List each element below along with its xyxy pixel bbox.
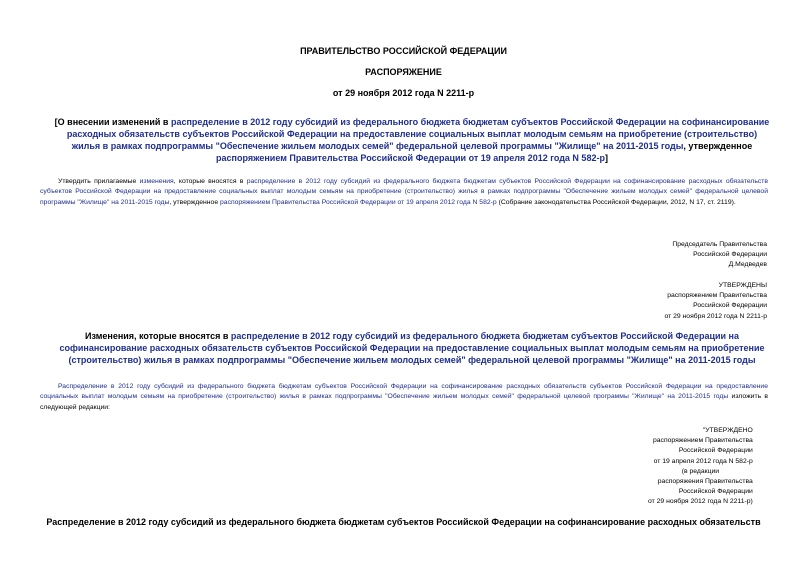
approval2-line: Российской Федерации [678,488,753,496]
changes-link-distribution[interactable]: Распределение в 2012 году субсидий из федерального бюджета бюджетам субъектов Российской Федерации на софинансирование расходных обязательств субъектов Российской Федерации на предоставление социальных выплат молодым семьям на приобретение (строительство) жилья в рамках подпрограммы "Обеспечение жильем молодых семей" федеральной целевой программы "Жилище" на 2011-2015 годы [40,383,768,401]
changes-paragraph [40,382,768,413]
intro-paragraph [40,177,768,208]
signature-line: Российской Федерации [693,251,767,259]
approval2-line: Российской Федерации [678,447,753,455]
title-link-order[interactable]: распоряжением Правительства Российской Федерации от 19 апреля 2012 года N 582-р [216,153,605,163]
approval-line: УТВЕРЖДЕНЫ [718,282,767,289]
doc-type-heading: РАСПОРЯЖЕНИЕ [365,67,442,77]
approval-block-2 [648,426,753,508]
approval2-line: от 29 ноября 2012 года N 2211-р) [648,498,753,506]
intro-link-order[interactable]: распоряжением Правительства Российской Федерации от 19 апреля 2012 года N 582-р [220,198,497,206]
changes-text: изложить в следующей редакции: [40,393,769,411]
intro-text-2: , которые вносятся в [173,178,247,185]
approval2-line: распоряжения Правительства [657,478,753,486]
intro-text-1: Утвердить прилагаемые [58,178,140,185]
title-suffix: ] [604,153,608,163]
approval-line: от 29 ноября 2012 года N 2211-р [664,312,767,320]
changes-title [52,330,772,366]
org-heading: ПРАВИТЕЛЬСТВО РОССИЙСКОЙ ФЕДЕРАЦИИ [300,46,507,56]
intro-link-distribution[interactable]: распределение в 2012 году субсидий из федерального бюджета бюджетам субъектов Российской Федерации на софинансирование расходных обязательств субъектов Российской Федерации на предоставление социальных выплат молодым семьям на приобретение (строительство) жилья в рамках подпрограммы "Обеспечение жильем молодых семей" федеральной целевой программы "Жилище" на 2011-2015 годы [40,178,768,206]
title-prefix: [О внесении изменений в [54,117,171,127]
changes-title-link[interactable]: распределение в 2012 году субсидий из федерального бюджета бюджетам субъектов Российской Федерации на софинансирование расходных обязательств субъектов Российской Федерации на предоставление социальных выплат молодым семьям на приобретение (строительство) жилья в рамках подпрограммы "Обеспечение жильем молодых семей" федеральной целевой программы "Жилище" на 2011-2015 годы [59,331,765,365]
changes-title-prefix: Изменения, которые вносятся в [85,331,231,341]
title-link-distribution[interactable]: распределение в 2012 году субсидий из федерального бюджета бюджетам субъектов Российской Федерации на софинансирование расходных обязательств субъектов Российской Федерации на предоставление социальных выплат молодым семьям на приобретение (строительство) жилья в рамках подпрограммы "Обеспечение жильем молодых семей" федеральной целевой программы "Жилище" на 2011-2015 годы [66,117,770,151]
document-title [52,116,772,164]
doc-date-heading: от 29 ноября 2012 года N 2211-р [332,88,475,98]
approval-line: Российской Федерации [693,302,767,310]
intro-text-3: , утвержденное [169,198,221,206]
approval2-line: распоряжением Правительства [652,437,753,445]
approval2-line: "УТВЕРЖДЕНО [702,427,753,434]
intro-text-4: (Собрание законодательства Российской Федерации, 2012, N 17, ст. 2119). [496,198,736,206]
signature-line: Председатель Правительства [672,241,767,248]
approval2-line: от 19 апреля 2012 года N 582-р [653,457,753,465]
approval-line: распоряжением Правительства [667,292,767,300]
signature-block [672,240,767,271]
approval2-line: (в редакции [681,467,720,475]
distribution-title: Распределение в 2012 году субсидий из федерального бюджета бюджетам субъектов Российской Федерации на софинансирование расходных обязательств [46,517,761,527]
intro-link-changes[interactable]: изменения [139,178,174,185]
signature-line: Д.Медведев [728,261,767,269]
approval-block [664,281,767,322]
title-mid: , утвержденное [683,141,753,151]
